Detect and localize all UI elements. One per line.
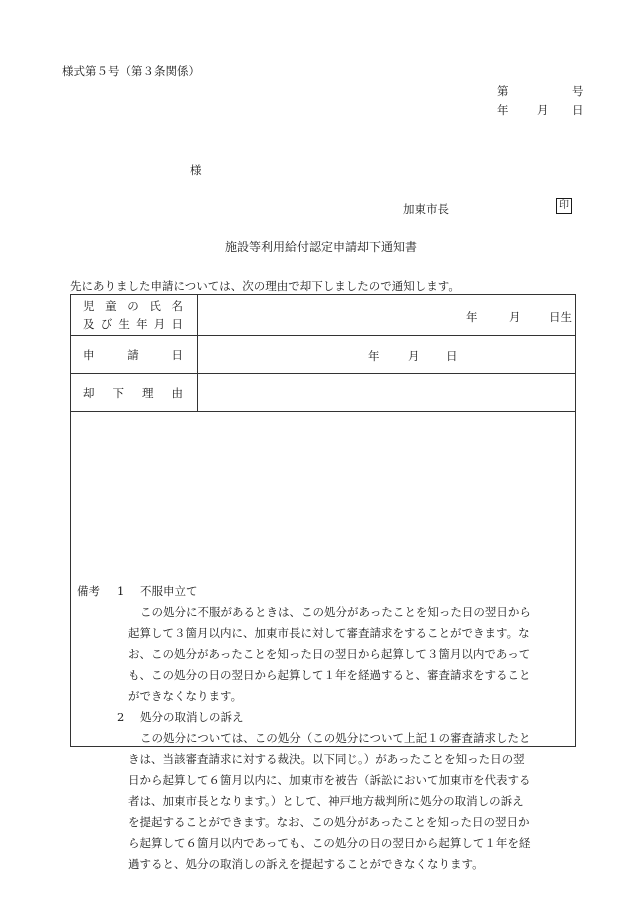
apply-label-cell [71, 336, 198, 374]
child-label-line-2: 及 び 生 年 月 日 [83, 317, 183, 331]
issue-year: 年 [497, 103, 509, 117]
item1-body: この処分に不服があるときは、この処分があったことを知った日の翌日から 起算して３箇月以内に、加東市長に対して審査請求をすることができます。な お、この処分があったことを知った日の翌日から起算して３箇月以内であって も、この処分の日の翌日から起算して１年を経過すると、審査請求をすること ができなくなります。 [128, 605, 531, 703]
child-value-cell: 年 月 日生 [198, 295, 576, 336]
item1-number: 1 [117, 584, 125, 598]
notes [71, 577, 575, 871]
number-dai: 第 [497, 84, 509, 98]
document-title: 施設等利用給付認定申請却下通知書 [225, 240, 418, 254]
seal-mark: 印 [556, 198, 572, 214]
notice-table [70, 294, 576, 871]
apply-row [71, 336, 576, 374]
reason-label: 却 下 理 由 [83, 385, 183, 400]
apply-label: 申 請 日 [83, 347, 183, 362]
issue-day: 日 [572, 103, 584, 117]
form-number: 様式第５号（第３条関係） [62, 64, 200, 78]
item2-number: 2 [117, 710, 125, 724]
child-row [71, 295, 576, 336]
number-go: 号 [572, 84, 584, 98]
child-label-line-1: 児 童 の 氏 名 [83, 299, 183, 313]
intro-text: 先にありました申請については、次の理由で却下しましたので通知します。 [70, 279, 460, 293]
item2-title: 処分の取消しの訴え [140, 710, 244, 724]
issue-month: 月 [537, 103, 549, 117]
reason-row [71, 374, 576, 412]
reason-value-cell [198, 374, 576, 412]
item1-title: 不服申立て [140, 584, 198, 598]
child-label-cell [71, 295, 198, 336]
notes-row [71, 412, 576, 747]
apply-value-cell: 年 月 日 [198, 336, 576, 374]
issuer-name: 加東市長 [403, 202, 449, 216]
item2-body: この処分については、この処分（この処分について上記１の審査請求したと きは、当該審査請求に対する裁決。以下同じ。）があったことを知った日の翌 日から起算して６箇月以内に、加東市を被告（訴訟において加東市を代表する 者は、加東市長となります。）として、神戸地方裁判所に処分の取消しの訴え を提起することができます。なお、この処分があったことを知った日の翌日か ら起算して６箇月以内であっても、この処分の日の翌日から起算して１年を経 過すると、処分の取消しの訴えを提起することができなくなります。 [128, 731, 531, 871]
reason-label-cell [71, 374, 198, 412]
notes-cell [71, 412, 576, 871]
notes-label: 備考 [77, 584, 100, 598]
recipient-honorific: 様 [190, 163, 202, 177]
